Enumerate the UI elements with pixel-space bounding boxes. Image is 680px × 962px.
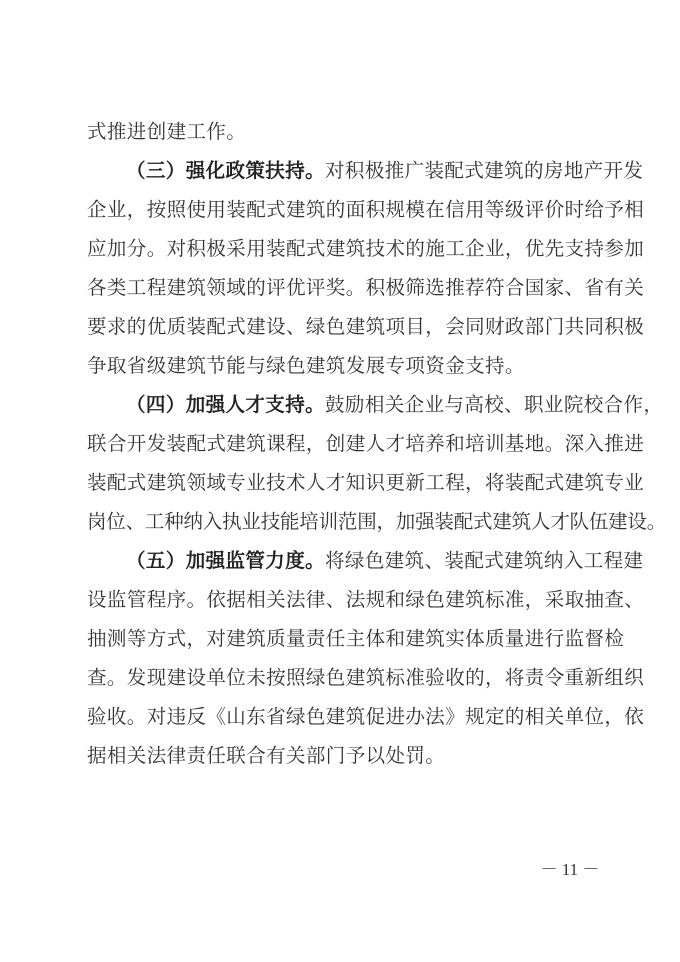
line-text: 验收。对违反《山东省绿色建筑促进办法》规定的相关单位，依 (87, 705, 645, 728)
line-text: 查。发现建设单位未按照绿色建筑标准验收的，将责令重新组织 (87, 666, 645, 689)
line-text: 争取省级建筑节能与绿色建筑发展专项资金支持。 (87, 354, 525, 377)
text-line (87, 346, 597, 386)
line-text: 设监管程序。依据相关法律、法规和绿色建筑标准，采取抽查、 (87, 588, 645, 611)
line-text: 应加分。对积极采用装配式建筑技术的施工企业，优先支持参加 (87, 237, 645, 260)
page-number: － 11 － (540, 860, 600, 879)
text-line (87, 307, 645, 347)
line-text: 各类工程建筑领域的评优评奖。积极筛选推荐符合国家、省有关 (87, 276, 645, 299)
line-text: 联合开发装配式建筑课程，创建人才培养和培训基地。深入推进 (87, 432, 645, 455)
line-text: 鼓励相关企业与高校、职业院校合作， (325, 393, 664, 416)
text-line (87, 268, 645, 308)
text-line (87, 619, 625, 659)
line-text: 将绿色建筑、装配式建筑纳入工程建 (325, 549, 644, 572)
section-heading: （三）强化政策扶持。 (126, 159, 326, 182)
section-heading: （四）加强人才支持。 (126, 393, 326, 416)
text-line (87, 580, 645, 620)
section-heading: （五）加强监管力度。 (126, 549, 326, 572)
text-line (87, 112, 597, 152)
text-line (87, 229, 645, 269)
text-line (87, 658, 645, 698)
text-line (87, 424, 645, 464)
line-text: 岗位、工种纳入执业技能培训范围，加强装配式建筑人才队伍建设。 (87, 510, 667, 533)
section-heading-line (87, 385, 664, 425)
section-heading-line (87, 541, 644, 581)
line-text: 对积极推广装配式建筑的房地产开发 (325, 159, 644, 182)
text-line (87, 463, 645, 503)
text-line (87, 697, 645, 737)
text-line (87, 190, 645, 230)
line-text: 企业，按照使用装配式建筑的面积规模在信用等级评价时给予相 (87, 198, 645, 221)
line-text: 装配式建筑领域专业技术人才知识更新工程，将装配式建筑专业 (87, 471, 645, 494)
section-heading-line (87, 151, 644, 191)
line-text: 式推进创建工作。 (87, 120, 247, 143)
text-line (87, 736, 597, 776)
line-text: 据相关法律责任联合有关部门予以处罚。 (87, 744, 446, 767)
line-text: 要求的优质装配式建设、绿色建筑项目，会同财政部门共同积极 (87, 315, 645, 338)
line-text: 抽测等方式，对建筑质量责任主体和建筑实体质量进行监督检 (87, 627, 625, 650)
text-line (87, 502, 667, 542)
